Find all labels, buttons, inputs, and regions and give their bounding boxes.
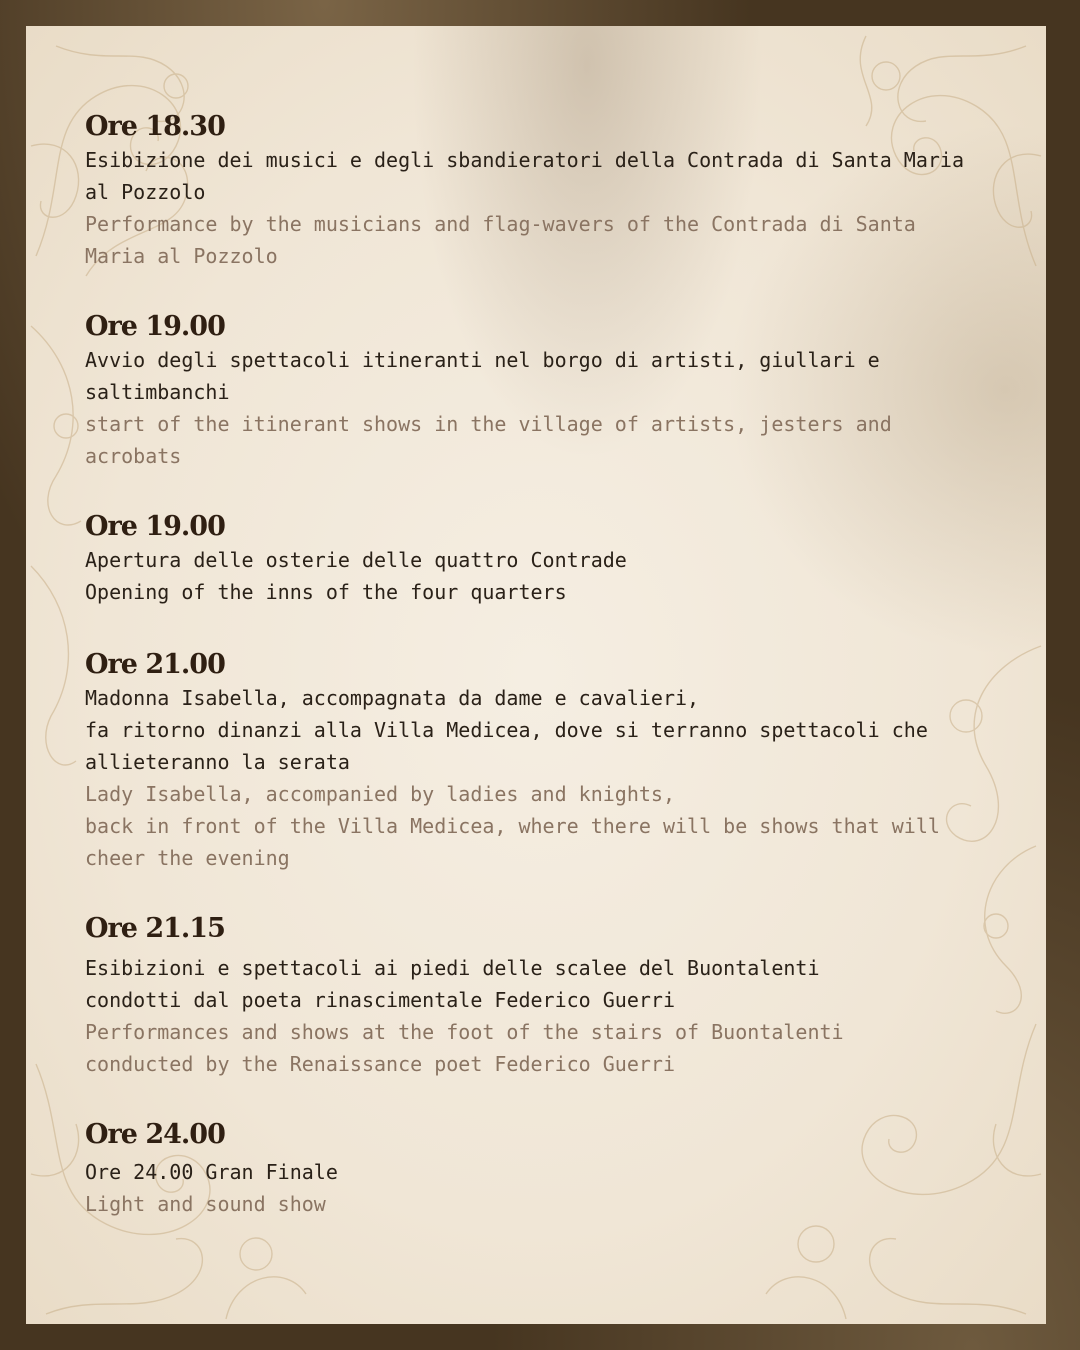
schedule-item (85, 1118, 985, 1220)
event-description-italian: Esibizioni e spettacoli ai piedi delle scalee del Buontalenti condotti dal poeta rinascimentale Federico Guerri (85, 956, 820, 1012)
event-description-italian: Madonna Isabella, accompagnata da dame e cavalieri, fa ritorno dinanzi alla Villa Medicea, dove si terranno spettacoli che allieteranno la serata (85, 686, 928, 774)
event-time: Ore 18.30 (85, 111, 225, 142)
event-description-italian: Avvio degli spettacoli itineranti nel borgo di artisti, giullari e saltimbanchi (85, 348, 880, 404)
event-description-italian: Apertura delle osterie delle quattro Contrade (85, 548, 627, 572)
event-time: Ore 21.15 (85, 913, 225, 944)
event-description-english: Performances and shows at the foot of the stairs of Buontalenti conducted by the Renaissance poet Federico Guerri (85, 1020, 844, 1076)
schedule-list (85, 110, 985, 1220)
event-time: Ore 19.00 (85, 511, 225, 542)
event-description-english: Opening of the inns of the four quarters (85, 580, 567, 604)
schedule-item (85, 310, 985, 472)
event-time: Ore 19.00 (85, 311, 225, 342)
event-description-english: start of the itinerant shows in the village of artists, jesters and acrobats (85, 412, 892, 468)
event-description-italian: Ore 24.00 Gran Finale (85, 1160, 338, 1184)
event-description-english: Lady Isabella, accompanied by ladies and knights, back in front of the Villa Medicea, where there will be shows that will cheer the evening (85, 782, 940, 870)
event-time: Ore 21.00 (85, 649, 225, 680)
schedule-item (85, 510, 985, 608)
schedule-item (85, 912, 985, 1080)
event-time: Ore 24.00 (85, 1119, 225, 1150)
event-description-english: Light and sound show (85, 1192, 326, 1216)
parchment-background (26, 26, 1046, 1324)
event-description-english: Performance by the musicians and flag-wavers of the Contrada di Santa Maria al Pozzolo (85, 212, 916, 268)
schedule-item (85, 110, 985, 272)
schedule-item (85, 648, 985, 874)
event-description-italian: Esibizione dei musici e degli sbandieratori della Contrada di Santa Maria al Pozzolo (85, 148, 964, 204)
